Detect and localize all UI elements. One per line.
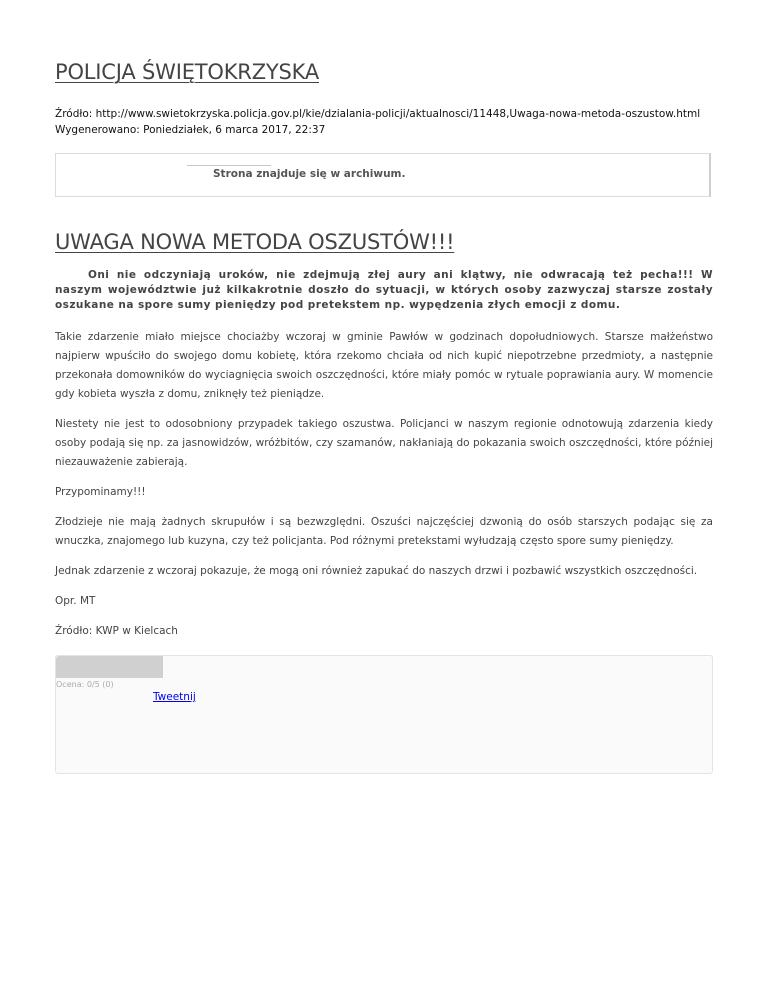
author-note: Opr. MT — [55, 595, 96, 607]
document-meta — [55, 106, 700, 138]
archive-notice-box — [55, 153, 711, 197]
paragraph: Niestety nie jest to odosobniony przypadek takiego oszustwa. Policjanci w naszym regionie odnotowują zdarzenia kiedy osoby podają się np. za jasnowidzów, wróżbitów, czy szamanów, nakłaniają do pokazania swoich oszczędności, które później niezauważenie zabierają. — [55, 418, 713, 468]
paragraph: Złodzieje nie mają żadnych skrupułów i są bezwzględni. Oszuści najczęściej dzwonią do osób starszych podając się za wnuczka, znajomego lub kuzyna, czy też policjanta. Pod różnymi pretekstami wyłudzają często spore sumy pieniędzy. — [55, 516, 713, 547]
paragraph: Jednak zdarzenie z wczoraj pokazuje, że mogą oni również zapukać do naszych drzwi i pozbawić wszystkich oszczędności. — [55, 565, 698, 577]
generated-line: Wygenerowano: Poniedziałek, 6 marca 2017, 22:37 — [55, 124, 326, 136]
archive-notice: Strona znajduje się w archiwum. — [213, 168, 406, 180]
paragraph: Takie zdarzenie miało miejsce chociażby wczoraj w gminie Pawłów w godzinach dopołudniowych. Starsze małżeństwo najpierw wpuściło do swojego domu kobietę, która rzekomo chciała od nich kupić niepotrzebne przedmioty, a następnie przekonała domowników do wyciagnięcia swoich oszczędności, które miały pomóc w rytuale poprawiania aury. W momencie gdy kobieta wyszła z domu, zniknęły też pieniądze. — [55, 331, 713, 400]
rating-stars-bar[interactable] — [56, 656, 163, 678]
source-line: Źródło: http://www.swietokrzyska.policja.gov.pl/kie/dzialania-policji/aktualnosci/11448,Uwaga-nowa-metoda-oszustow.html — [55, 108, 701, 120]
archive-divider — [187, 165, 271, 166]
paragraph: Przypominamy!!! — [55, 486, 146, 498]
article-title: UWAGA NOWA METODA OSZUSTÓW!!! — [55, 230, 455, 254]
rating-text: Ocena: 0/5 (0) — [56, 680, 114, 689]
article-body — [55, 328, 713, 652]
source-note: Źródło: KWP w Kielcach — [55, 625, 178, 637]
article-lead: Oni nie odczyniają uroków, nie zdejmują złej aury ani klątwy, nie odwracają też pecha!!! W naszym województwie już kilkakrotnie doszło do sytuacji, w których osoby zazwyczaj starsze zostały oszukane na spore sumy pieniędzy pod pretekstem np. wypędzenia złych emocji z domu. — [55, 269, 713, 311]
rating-panel — [55, 655, 713, 774]
site-title: POLICJA ŚWIĘTOKRZYSKA — [55, 60, 320, 84]
tweet-link[interactable]: Tweetnij — [153, 691, 196, 703]
